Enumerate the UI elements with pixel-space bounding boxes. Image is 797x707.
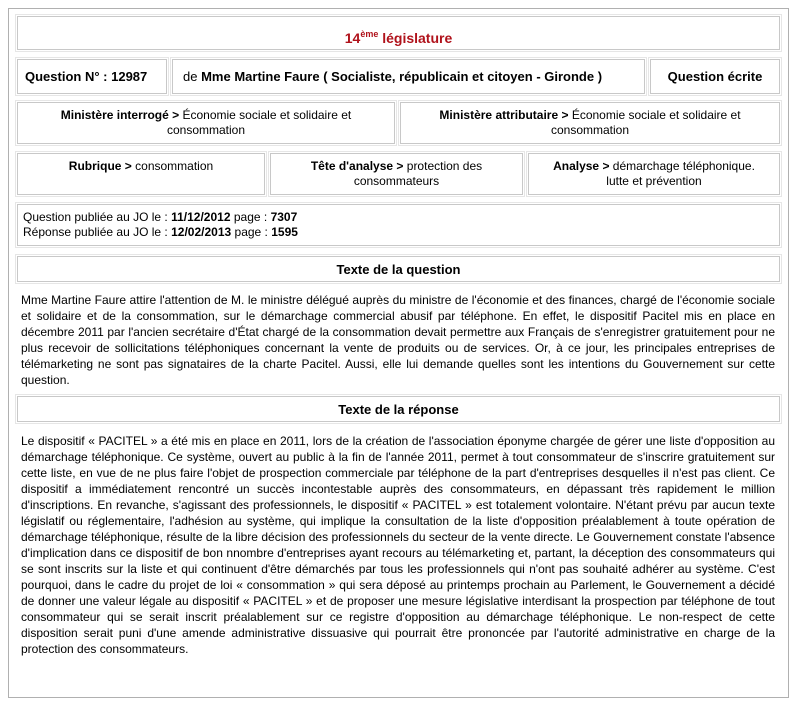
reponse-text-header: [17, 396, 780, 422]
reponse-text-body: Le dispositif « PACITEL » a été mis en place en 2011, lors de la création de l'association éponyme chargée de gérer une liste d'opposition au démarchage téléphonique. Ce système, ouvert au public à la fin de l'année 2011, permet à tout consommateur de s'inscrire gratuitement sur cette liste, en vue de ne plus faire l'objet de prospection commerciale par téléphone de la part d'entreprises desquelles il n'est pas client. Ce dispositif a immédiatement rencontré un succès incontestable auprès des consommateurs, en dépassant très rapidement le million d'inscriptions. En revanche, s'agissant des professionnels, le dispositif « PACITEL » est totalement volontaire. N'étant prévu par aucun texte législatif ou réglementaire, l'adhésion au système, qui implique la consultation de la liste d'opposition préalablement à toute opération de démarchage téléphonique, résulte de la libre décision des professionnels du secteur de la vente directe. Le Gouvernement constate l'absence d'implication dans ce dispositif de bon nnombre d'entreprises ayant recours au télémarketing et, partant, la déception des consommateurs qui se sont inscrits sur la liste et qui continuent d'être démarchés par tous les professionnels qui n'ont pas souhaité adhérer au système. C'est pourquoi, dans le cadre du projet de loi « consommation » qui sera déposé au printemps prochain au Parlement, le Gouvernement a décidé de donner une valeur légale au dispositif « PACITEL » et de proposer une mesure législative interdisant la prospection par téléphone de tout consommateur qui se serait inscrit préalablement sur ce registre d'opposition au démarchage téléphonique. Le non-respect de cette disposition serait puni d'une amende administrative dissuasive qui pourrait être prononcée par l'autorité administrative en charge de la protection des consommateurs.: [21, 434, 775, 656]
question-type-box: [650, 59, 780, 94]
ministere-attributaire-label: Ministère attributaire >: [439, 108, 569, 122]
tete-analyse-line2: consommateurs: [353, 174, 440, 188]
tete-analyse-label: Tête d'analyse >: [310, 159, 404, 173]
ministere-interroge-box: [17, 102, 395, 144]
analyse-box: [528, 153, 780, 195]
question-text-header: [17, 256, 780, 282]
question-type: Question écrite: [667, 69, 763, 84]
reponse-page: 1595: [271, 225, 298, 239]
ministere-attributaire-box: [400, 102, 780, 144]
legislature-label: législature: [382, 30, 453, 46]
tete-analyse-line1: protection des: [406, 159, 483, 173]
author-name: Mme Martine Faure: [201, 69, 320, 84]
legislature-header: [17, 16, 780, 50]
de-label: de: [183, 69, 198, 84]
reponse-jo-date: 12/02/2013: [171, 225, 232, 239]
rubrique-box: [17, 153, 265, 195]
ministere-interroge-label: Ministère interrogé >: [60, 108, 180, 122]
rubrique-label: Rubrique >: [68, 159, 132, 173]
reponse-text-header-label: Texte de la réponse: [338, 402, 459, 417]
tete-analyse-box: [270, 153, 523, 195]
question-author-box: [172, 59, 645, 94]
reponse-publication-line: [23, 225, 779, 240]
question-page-label: page :: [233, 210, 268, 224]
question-text-body: Mme Martine Faure attire l'attention de M. le ministre délégué auprès du ministre de l'économie et des finances, chargé de l'économie sociale et solidaire et de la consommation, sur le démarchage commercial abusif par téléphone. En effet, le dispositif Pacitel mis en place en décembre 2011 par l'ancien secrétaire d'État chargé de la consommation devait permettre aux Français de s'enregistrer gratuitement pour ne plus recevoir de sollicitations téléphoniques concernant la vente de produits ou de services. Or, à ce jour, les principales entreprises de télémarketing ne sont pas signataires de la charte Pacitel. Aussi, elle lui demande quelles sont les intentions du Gouvernement sur cette question.: [21, 293, 775, 387]
analyse-line1: démarchage téléphonique.: [612, 159, 755, 173]
reponse-page-label: page :: [234, 225, 268, 239]
question-text-header-label: Texte de la question: [336, 262, 461, 277]
jo-publication-box: [17, 204, 780, 246]
question-publication-line: [23, 210, 779, 225]
question-number-label: Question N° :: [25, 69, 108, 84]
author-party: ( Socialiste, républicain et citoyen - Gironde ): [323, 69, 603, 84]
ministere-interroge-line2: consommation: [166, 123, 246, 137]
question-number: 12987: [111, 69, 148, 84]
ministere-interroge-line1: Économie sociale et solidaire et: [182, 108, 352, 122]
question-jo-label: Question publiée au JO le :: [23, 210, 168, 224]
legislature-sup: ème: [360, 29, 379, 39]
question-number-box: [17, 59, 167, 94]
analyse-line2: lutte et prévention: [606, 174, 702, 188]
reponse-jo-label: Réponse publiée au JO le :: [23, 225, 168, 239]
question-page: 7307: [270, 210, 298, 224]
legislature-number: 14: [344, 30, 361, 46]
question-jo-date: 11/12/2012: [171, 210, 231, 224]
ministere-attributaire-line1: Économie sociale et solidaire et: [571, 108, 741, 122]
analyse-label: Analyse >: [553, 159, 610, 173]
ministere-attributaire-line2: consommation: [550, 123, 630, 137]
rubrique-value: consommation: [135, 159, 214, 173]
